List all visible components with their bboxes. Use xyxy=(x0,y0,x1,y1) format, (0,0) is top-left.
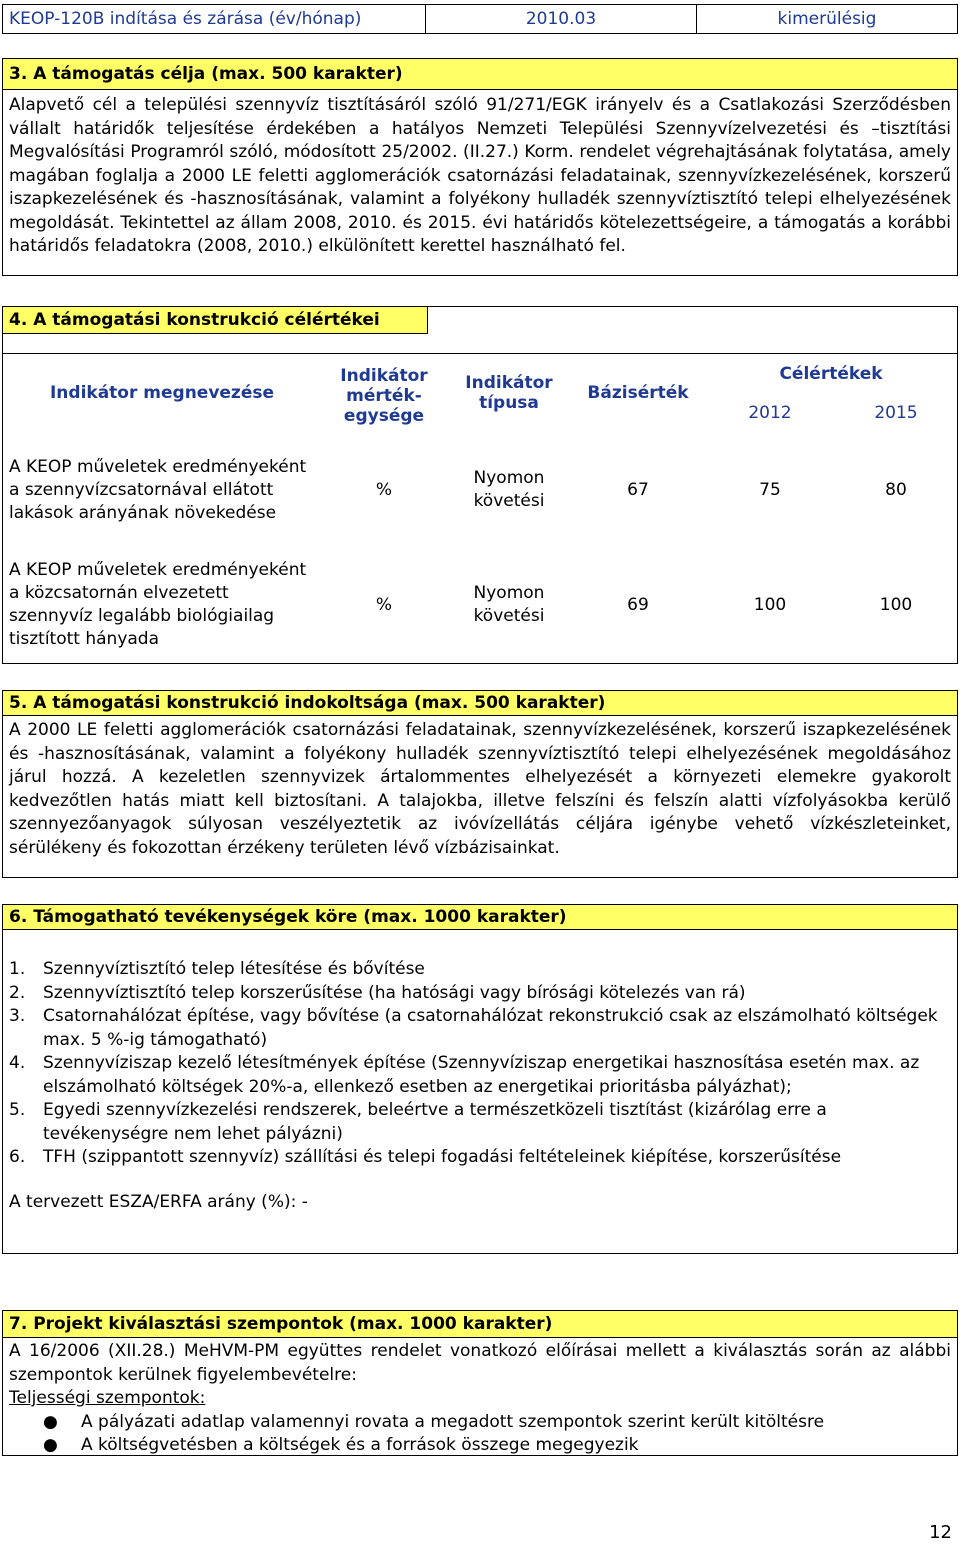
list-item: ● A pályázati adatlap valamennyi rovata a megadott szempontok szerint került kitöltésre xyxy=(9,1411,951,1435)
section-4-title-box xyxy=(2,306,958,354)
row-1-2012: 75 xyxy=(759,480,781,500)
row-2-unit: % xyxy=(375,595,393,615)
section-3-title: 3. A támogatás célja (max. 500 karakter) xyxy=(3,59,957,90)
section-4-title: 4. A támogatási konstrukció célértékei xyxy=(3,307,428,334)
section-5-title: 5. A támogatási konstrukció indokoltsága (max. 500 karakter) xyxy=(3,691,957,716)
table-row xyxy=(3,432,957,548)
col-header-unit: Indikátor mérték-egysége xyxy=(340,366,428,426)
section-7-title: 7. Projekt kiválasztási szempontok (max. 1000 karakter) xyxy=(3,1311,957,1338)
row-2-base: 69 xyxy=(627,595,649,615)
section-5 xyxy=(2,690,958,878)
list-item: 3. Csatornahálózat építése, vagy bővítése (a csatornahálózat rekonstrukció csak az elszámolható költségek max. 5 %-ig támogatható) xyxy=(9,1006,938,1050)
col-header-2015: 2015 xyxy=(874,403,918,423)
list-item: 6. TFH (szippantott szennyvíz) szállítási és telepi fogadási feltételeinek kiépítése, korszerűsítése xyxy=(9,1147,842,1167)
list-item: 5. Egyedi szennyvízkezelési rendszerek, beleértve a természetközeli tisztítást (kizárólag erre a tevékenységre nem lehet pályázni) xyxy=(9,1100,827,1144)
row-1-unit: % xyxy=(375,480,393,500)
section-7-body: A 16/2006 (XII.28.) MeHVM-PM együttes rendelet vonatkozó előírásai mellett a kiválasztás során az alábbi szempontok kerülnek figyelembevételre: xyxy=(9,1341,951,1385)
section-7-subheading: Teljességi szempontok: xyxy=(9,1388,206,1408)
col-header-2012: 2012 xyxy=(748,403,792,423)
section-6 xyxy=(2,904,958,1254)
list-item: 4. Szennyvíziszap kezelő létesítmények építése (Szennyvíziszap energetikai hasznosítása esetén max. az elszámolható költségek 20%-a, ellenkező esetben az energetikai prioritásba pályázhat); xyxy=(9,1053,920,1097)
col-header-base: Bázisérték xyxy=(587,383,689,403)
activity-list xyxy=(3,930,957,1212)
row-2-2012: 100 xyxy=(753,595,787,615)
header-title: KEOP-120B indítása és zárása (év/hónap) xyxy=(3,5,426,33)
section-3-body: Alapvető cél a települési szennyvíz tisztításáról szóló 91/271/EGK irányelv és a Csatlakozási Szerződésben vállalt határidők teljesítése érdekében a hatályos Nemzeti Települési Szennyvízelvezetési és –tisztítási Megvalósítási Programról szóló, módosított 25/2002. (II.27.) Korm. rendelet végrehajtásának folytatása, amely magában foglalja a 2000 LE feletti agglomerációk csatornázási feladatainak, szennyvízkezelésének, korszerű iszapkezelésének és -hasznosításának, valamint a folyékony hulladék szennyvíztisztító telepi elhelyezésének megoldását. Tekintettel az állam 2008, 2010. és 2015. évi határidős kötelezettségeire, a támogatás a korábbi határidős feladatokra (2008, 2010.) elkülönített kerettel használható fel. xyxy=(9,95,951,256)
row-1-base: 67 xyxy=(627,480,649,500)
col-header-name: Indikátor megnevezése xyxy=(49,383,275,403)
bullet-icon: ● xyxy=(43,1435,58,1455)
list-item: ● A költségvetésben a költségek és a források összege megegyezik xyxy=(9,1434,951,1458)
section-5-body: A 2000 LE feletti agglomerációk csatornázási feladatainak, szennyvízkezelésének, korszerű iszapkezelésének és -hasznosításának, valamint a folyékony hulladék szennyvíztisztító telepi elhelyezésének megoldásához járul hozzá. A kezeletlen szennyvizek ártalommentes elhelyezését a környezeti elemekre gyakorolt kedvezőtlen hatás miatt kell biztosítani. A talajokba, illetve felszíni és felszín alatti vízfolyásokba kerülő szennyezőanyagok súlyosan veszélyeztetik az ivóvízellátás céljára igénybe vehető vízkészleteinket, sérülékeny és fokozottan érzékeny területen lévő vízbázisainkat. xyxy=(9,720,951,858)
list-item: 2. Szennyvíztisztító telep korszerűsítése (ha hatósági vagy bírósági kötelezés van rá) xyxy=(9,982,746,1003)
indicator-table xyxy=(2,354,958,664)
header-until: kimerülésig xyxy=(777,9,877,29)
section-7 xyxy=(2,1310,958,1456)
bullet-icon: ● xyxy=(43,1411,58,1432)
row-2-2015: 100 xyxy=(879,595,913,615)
list-item: 1. Szennyvíztisztító telep létesítése és bővítése xyxy=(9,959,425,979)
col-header-targets: Célértékek xyxy=(779,364,883,384)
header-date: 2010.03 xyxy=(426,5,697,33)
row-2-name: A KEOP műveletek eredményeként a közcsatornán elvezetett szennyvíz legalább biológiailag tisztított hányada xyxy=(9,560,307,649)
row-1-name: A KEOP műveletek eredményeként a szennyvízcsatornával ellátott lakások arányának növekedése xyxy=(9,456,307,523)
row-2-type: Nyomon követési xyxy=(473,583,545,626)
section-6-title: 6. Támogatható tevékenységek köre (max. 1000 karakter) xyxy=(3,905,957,930)
section-3 xyxy=(2,58,958,276)
col-header-type: Indikátor típusa xyxy=(465,373,553,413)
table-row xyxy=(3,548,957,662)
page-number: 12 xyxy=(929,1522,952,1543)
criteria-list xyxy=(3,1411,957,1458)
row-1-2015: 80 xyxy=(885,480,907,500)
header-row xyxy=(2,4,958,34)
row-1-type: Nyomon követési xyxy=(473,468,545,511)
indicator-grid xyxy=(3,354,957,662)
ratio-text: A tervezett ESZA/ERFA arány (%): - xyxy=(9,1191,308,1212)
